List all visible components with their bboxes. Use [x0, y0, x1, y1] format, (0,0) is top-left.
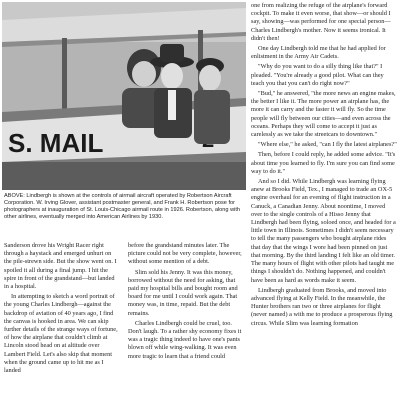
- historical-photo: [2, 2, 246, 190]
- paragraph: Then, before I could reply, he added some advice. "It's about time you learned to fly. I'm sure you can find some way to do it.": [251, 151, 396, 175]
- paragraph: "Where else," he asked, "can I fly the latest airplanes?": [258, 141, 397, 149]
- paragraph: before the grandstand minutes later. The picture could not be very complete, however, without some mention of a debt.: [128, 242, 242, 266]
- mail-sign-text: S. MAIL: [8, 128, 104, 158]
- text-column-middle: [128, 242, 246, 400]
- paragraph: "Why do you want to do a silly thing like that?" I pleaded. "You're already a good pilot. What can they teach you that you can't do right now?": [251, 63, 384, 87]
- paragraph: And so I did. While Lindbergh was learning flying anew at Brooks Field, Tex., I managed to trade an OX-5 engine overhaul for an evening of flight instruction in a Canuck, a Canadian Jenny. About noontime, I moved over to the single controls of a Hisso Jenny that Lindbergh had been flying, soloed once, and headed for a little town in Illinois. Sometimes I didn't seem necessary to tell the many passengers who bought airplane rides that day that the wings I wore had been pinned on just that morning. By the third landing I felt like an old timer. The many hours of flight with other pilots had taught me things I shouldn't do. Nothing happened, and couldn't have been as hard as words make it seem.: [251, 178, 396, 284]
- text-column-left: [4, 242, 120, 400]
- photo-caption: ABOVE: Lindbergh is shown at the controls of airmail aircraft operated by Robertson Aircraft Corporation. W. Irving Glover, assistant postmaster general, and Frank H. Robertson pose for photographers at inauguration of St. Louis-Chicago airmail route in 1926. Robertson, along with other airlines, eventually merged into American Airlines by 1930.: [4, 193, 241, 220]
- paragraph: Slim sold his Jenny. It was this money, borrowed without the need for asking, that paid my hospital bills and bought room and board for me until I could work again. That money was, in time, repaid. But the debt remains.: [128, 268, 238, 317]
- paragraph: Lindbergh graduated from Brooks, and moved into advanced flying at Kelly Field. In the meanwhile, the Hunter brothers ran two or three airplanes for flight (never named) a with me to produce a prosperous flying circus. While Slim was learning formation: [251, 286, 393, 327]
- paragraph: one from realizing the refuge of the airplane's forward cockpit. To make it even worse, that show—or should I say, showing—was performed for one special person—Charles Lindbergh's mother. Now it seems ironical. It didn't then!: [251, 2, 391, 42]
- photo-drawing: [2, 2, 246, 190]
- paragraph: Sanderson drove his Wright Racer right through a haystack and emerged unhurt on the pile-strewn side. But the show went on. I spoiled it all during a final jump. I hit the spire in front of the grandstand—but landed in a hospital.: [4, 242, 117, 291]
- paragraph: In attempting to sketch a word portrait of the young Charles Lindbergh—against the backdrop of aviation of 40 years ago, I find the canvas is hooked in area. We can skip further details of the strange ways of fortune, of how the airplane that couldn't climb at Lincoln stood head on at altitude over Lambert Field. Let's also skip that moment when the ground came up to hit me as I landed: [4, 293, 118, 375]
- text-column-right: [251, 2, 397, 398]
- paragraph: "Bud," he answered, "the more news an engine makes, the better I like it. The more power an airplane has, the more it can carry and the faster it will fly. So the time people will fly between our cities—and even across the oceans. Perhaps they will come to accept it just as carelessly as we take the streetcars to downtown.": [251, 90, 396, 139]
- paragraph: One day Lindbergh told me that he had applied for enlistment in the Army Air Cadets.: [251, 45, 386, 61]
- paragraph: Charles Lindbergh could be cruel, too. Don't laugh. To a rather shy economy fixes it was a tragic thing indeed to have one's pants blown off while wing-walking. It was even more tragic to learn that a friend could: [128, 319, 242, 360]
- man-in-hat-figure: [150, 44, 194, 138]
